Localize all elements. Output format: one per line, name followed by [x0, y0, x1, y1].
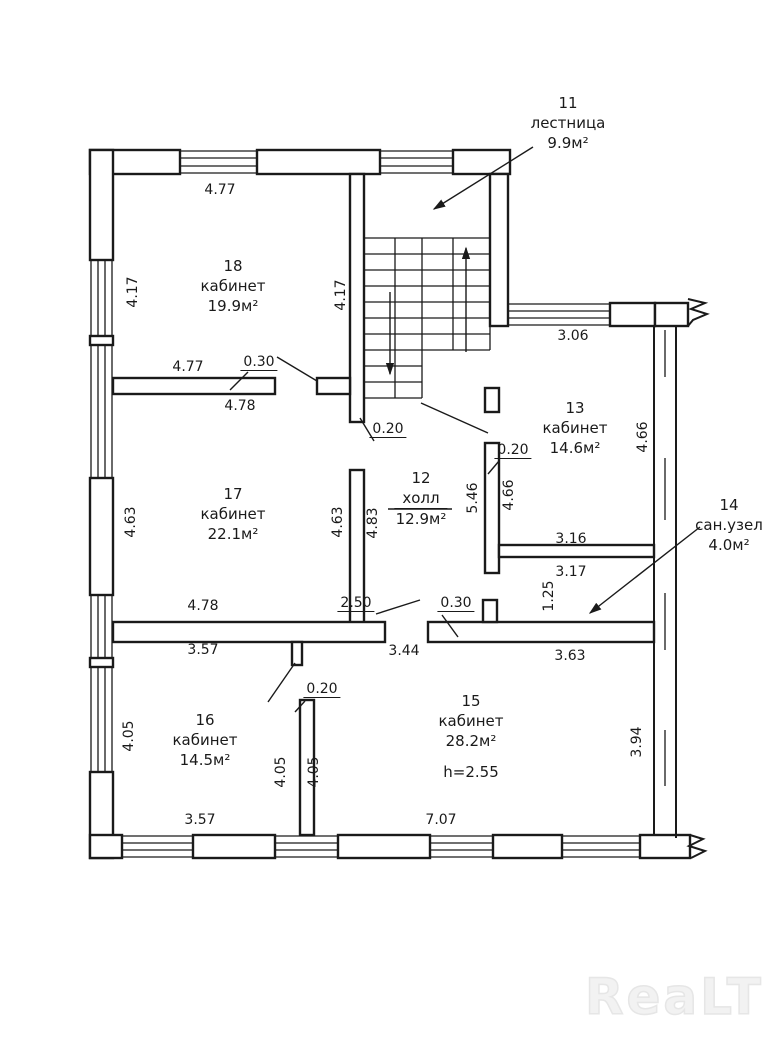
dimension-label-vertical: 4.83 [365, 507, 381, 539]
dimension-label-vertical: 4.05 [121, 720, 137, 752]
dimension-label: 0.20 [494, 442, 531, 459]
room-label-13 [542, 398, 607, 458]
dimension-label-vertical: 1.25 [541, 580, 557, 612]
dimension-label: 3.44 [388, 643, 420, 659]
room-area: 14.5м² [179, 751, 231, 769]
room-name: кабинет [200, 277, 266, 295]
dimension-label: 7.07 [425, 812, 457, 828]
dimension-label-vertical: 4.63 [123, 506, 139, 538]
room-area: 9.9м² [547, 134, 589, 152]
room-number: 12 [411, 469, 431, 487]
dimension-label: 4.77 [204, 182, 236, 198]
room-label-17 [200, 484, 265, 544]
room-area: 14.6м² [549, 439, 601, 457]
dimension-label: 3.57 [187, 642, 219, 658]
room-name: сан.узел [695, 516, 763, 534]
room-label-15 [438, 691, 503, 751]
dimension-label-vertical: 4.05 [273, 756, 289, 788]
room-number: 11 [558, 94, 578, 112]
room-label-11 [531, 93, 606, 153]
room-name: кабинет [172, 731, 238, 749]
room-name: кабинет [200, 505, 266, 523]
room-name: кабинет [542, 419, 608, 437]
room-number: 17 [223, 485, 243, 503]
dimension-label-vertical: 4.66 [501, 479, 517, 511]
room-label-16 [172, 710, 237, 770]
realt-watermark: ReaLT [585, 968, 764, 1026]
dimension-label-vertical: 4.17 [125, 276, 141, 308]
room-label-14 [695, 495, 763, 555]
dimension-label-vertical: 4.66 [635, 421, 651, 453]
room-number: 18 [223, 257, 243, 275]
dimension-label: 3.17 [555, 564, 587, 580]
dimension-label-vertical: 5.46 [465, 482, 481, 514]
room-name: холл [394, 488, 447, 509]
room-area: 4.0м² [708, 536, 750, 554]
room-number: 15 [461, 692, 481, 710]
ceiling-height-note: h=2.55 [443, 763, 499, 781]
dimension-label-vertical: 3.94 [629, 726, 645, 758]
dimension-label-vertical: 4.17 [333, 279, 349, 311]
room-area: 19.9м² [207, 297, 259, 315]
dimension-label-vertical: 4.63 [330, 506, 346, 538]
room-number: 13 [565, 399, 585, 417]
room-label-12 [394, 468, 447, 529]
dimension-label: 3.06 [557, 328, 589, 344]
room-label-18 [200, 256, 265, 316]
room-name: кабинет [438, 712, 504, 730]
room-number: 16 [195, 711, 215, 729]
room-name: лестница [530, 114, 606, 132]
dimension-label: 3.63 [554, 648, 586, 664]
dimension-label: 4.77 [172, 359, 204, 375]
dimension-label: 0.20 [369, 421, 406, 438]
room-area: 28.2м² [445, 732, 497, 750]
dimension-label: 0.30 [437, 595, 474, 612]
room-area: 22.1м² [207, 525, 259, 543]
room-area: 12.9м² [395, 510, 447, 528]
dimension-label: 4.78 [187, 598, 219, 614]
dimension-label: 0.30 [240, 354, 277, 371]
dimension-label: 3.57 [184, 812, 216, 828]
dimension-label: 3.16 [555, 531, 587, 547]
dimension-label: 0.20 [303, 681, 340, 698]
dimension-label-vertical: 4.05 [306, 756, 322, 788]
dimension-label: 2.50 [337, 595, 374, 612]
room-number: 14 [719, 496, 739, 514]
dimension-label: 4.78 [224, 398, 256, 414]
